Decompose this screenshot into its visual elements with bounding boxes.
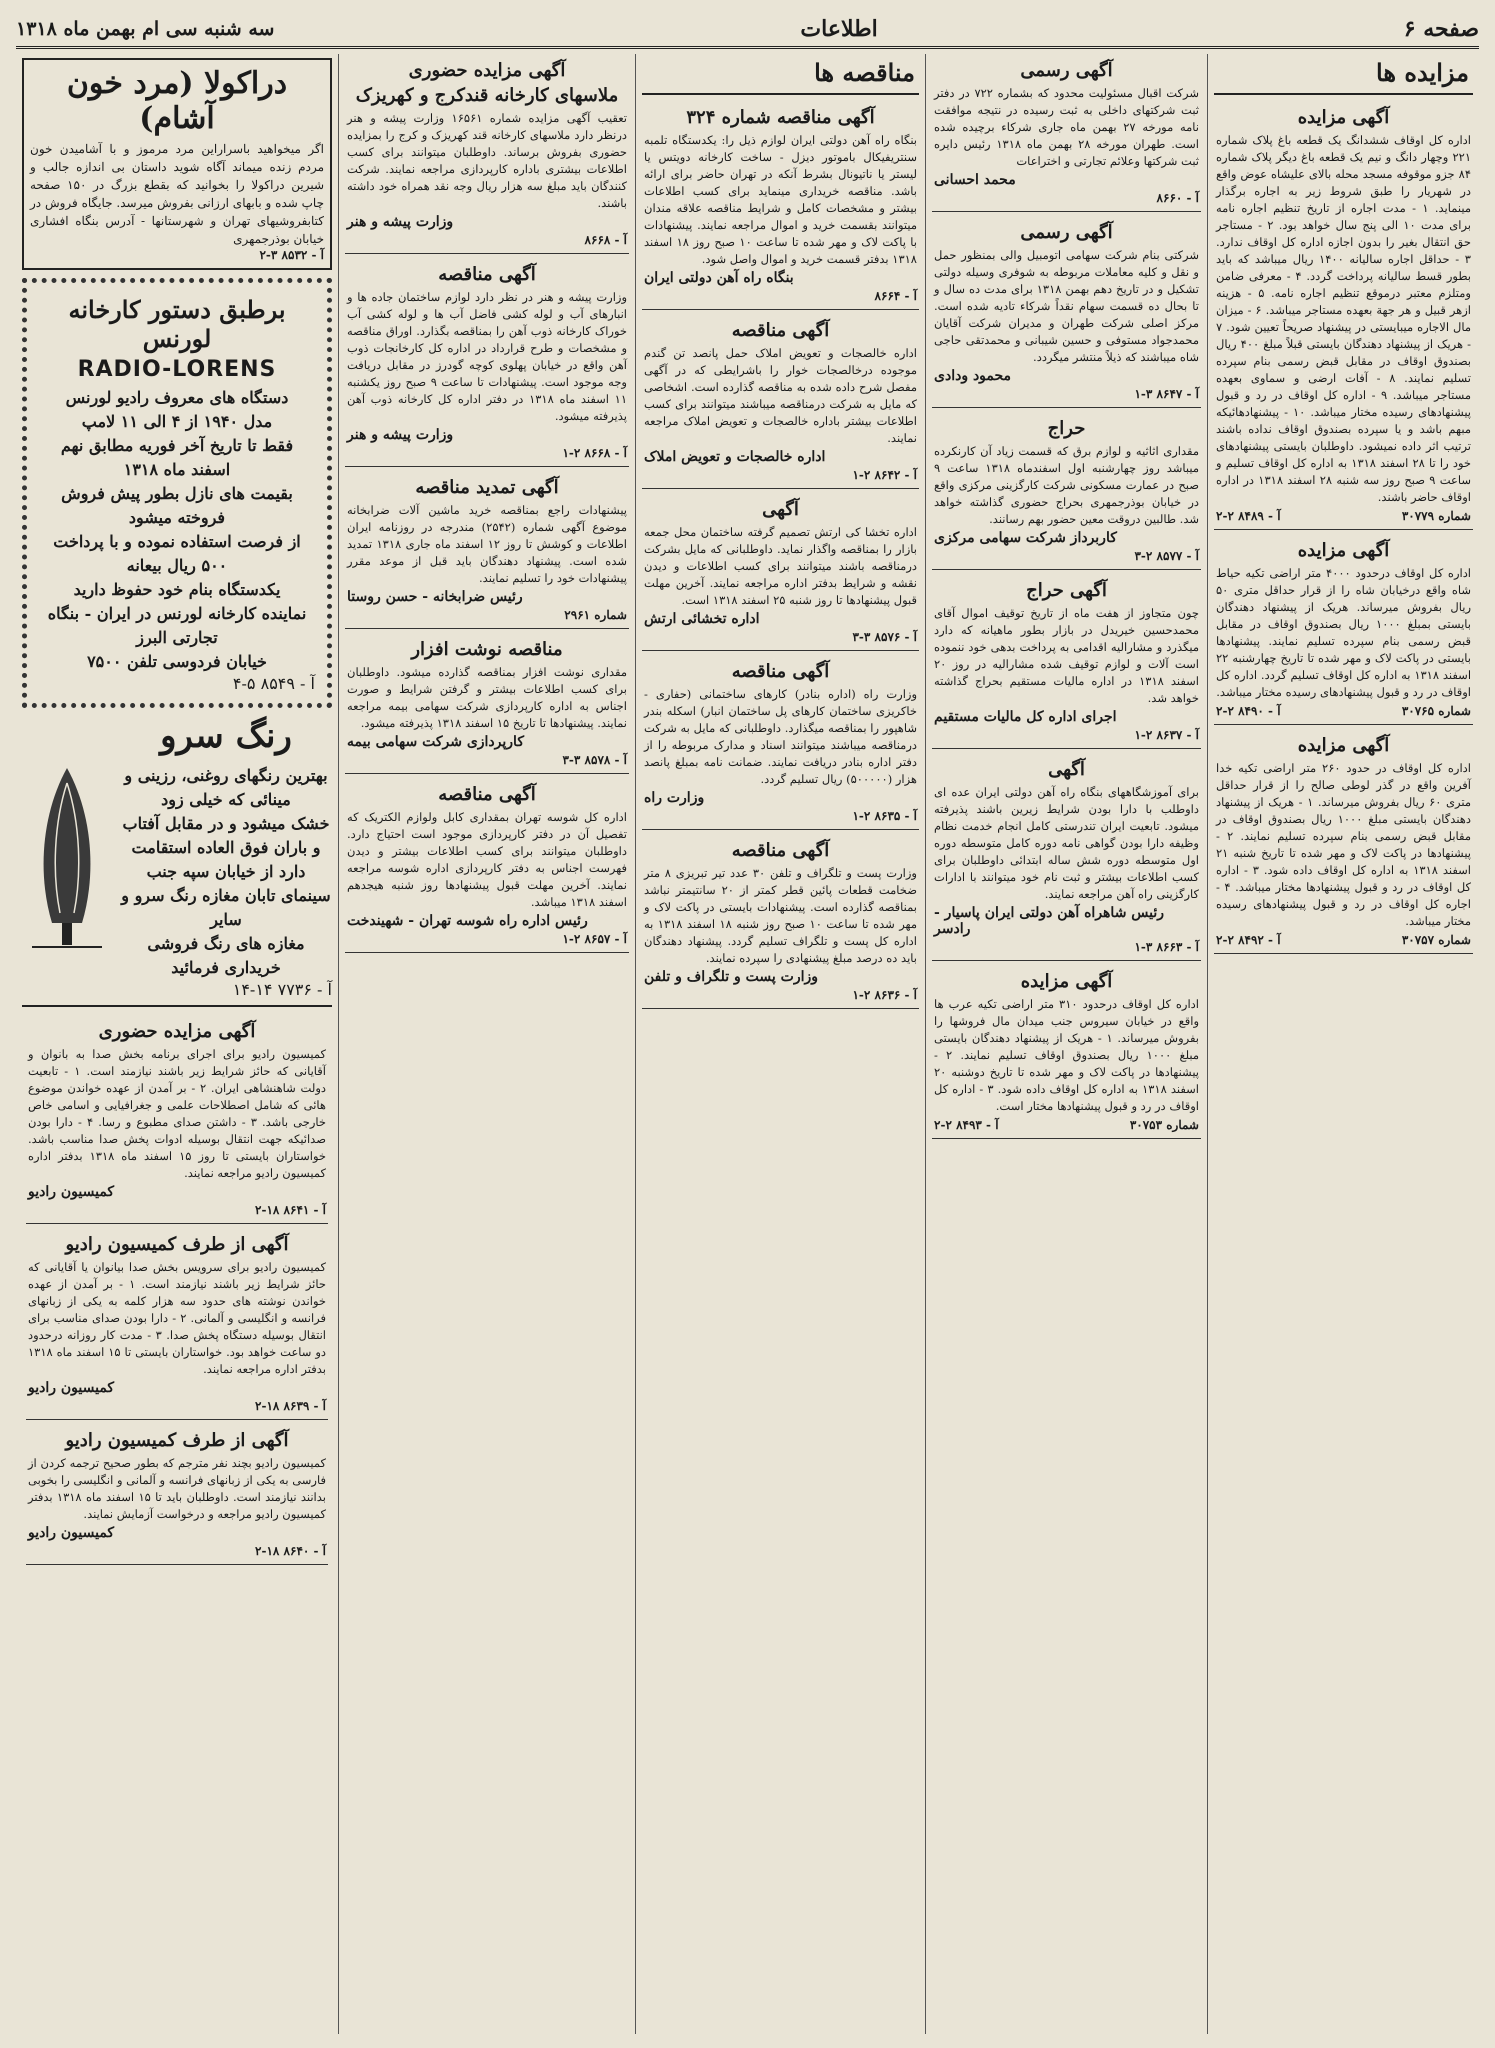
ad-tender-6 bbox=[345, 258, 629, 467]
radio-commission-ads bbox=[22, 1015, 332, 1569]
ad-signature: کاربرداز شرکت سهامی مرکزی bbox=[934, 530, 1117, 546]
ad-ref: آ - ۸۴۹۰ ۲-۲ bbox=[1216, 704, 1281, 718]
ad-radio-3 bbox=[26, 1424, 328, 1565]
radio-line: بقیمت های نازل بطور پیش فروش فروخته میشود bbox=[61, 484, 293, 527]
ad-ref: آ - ۸۶۶۳ ۳-۱ bbox=[1134, 940, 1199, 954]
ad-signature: اداره خالصجات و تعویض املاک bbox=[644, 449, 826, 465]
issue-date: سه شنبه سی ام بهمن ماه ۱۳۱۸ bbox=[16, 18, 275, 40]
ad-stationery-tender bbox=[345, 633, 629, 774]
dracula-title: دراکولا (مرد خون آشام) bbox=[66, 66, 288, 136]
ad-body: کمیسیون رادیو برای سرویس بخش صدا بیانوان یا آقایانی که حائز شرایط زیر باشند نیازمند است. ۱ - بر آمدن از عهده خواندن نوشته های حدود سه هزار کلمه به یکی از زبانهای فرانسه و انگلیسی و آلمانی. ۲ - دارا بودن صدای مناسب برای انتقال بوسیله دستگاه پخش صدا. ۳ - مدت کار روزانه درحدود دو ساعت خواهد بود. خواستاران بایستی تا ۱۵ اسفند ماه ۱۳۱۸ بدفتر اداره مراجعه نمایند. bbox=[28, 1260, 327, 1376]
ad-official-1 bbox=[932, 54, 1201, 212]
ad-body: وزارت پیشه و هنر در نظر دارد لوازم ساختمان جاده ها و انبارهای آب و لوله کشی فاضل آب ها و لوله کشی آب خوراک کارخانه ذوب آهن را بمناقصه بگذارد. اوراق مناقصه و مشخصات و طرح قرارداد در اداره کل کارخانجات ذوب آهن واقع در خیابان پهلوی کوچه گودرز در مقابل دریافت وجه موجود است. پیشنهادات تا ساعت ۹ صبح روز یکشنبه ۱۱ اسفند ماه ۱۳۱۸ در دفتر اداره کل کارخانه ذوب آهن پذیرفته میشود. bbox=[347, 290, 627, 423]
cypress-tree-illustration bbox=[22, 763, 112, 953]
ad-ref: آ - ۷۷۳۶ ۱۴-۱۴ bbox=[232, 980, 332, 999]
ad-body: اداره کل اوقاف در حدود ۲۶۰ متر اراضی تکیه خدا آفرین واقع در گذر لوطی صالح را از قرار حداقل متری ۶۰ ریال بفروش میرساند. ۱ - هریک از پیشنهاد دهندگان بایستی مبلغ ۱۰۰۰ ریال بصندوق اوقاف در مقابل قبض رسمی بنام سپرده تسلیم نمایند. ۲ - پیشنهادها در پاکت لاک و مهر شده تا تاریخ شنبه ۲۱ اسفند ۱۳۱۸ به اداره کل اوقاف داده شود. ۳ - اداره کل اوقاف در رد و قبول پیشنهادها مختار میباشد. ۴ - اجاره کل اوقاف در رد و قبول پیشنهادهای رسیده مختار میباشد. bbox=[1216, 761, 1472, 928]
ad-molasses-auction bbox=[345, 54, 629, 254]
column-display-ads bbox=[16, 54, 338, 2034]
ad-signature: رئیس ضرابخانه - حسن روستا bbox=[347, 589, 523, 605]
ad-ref: آ - ۸۶۴۷ ۳-۱ bbox=[1134, 387, 1199, 401]
ad-signature: وزارت پست و تلگراف و تلفن bbox=[644, 969, 819, 985]
ad-tender-5 bbox=[642, 834, 919, 1009]
ad-signature: کمیسیون رادیو bbox=[28, 1380, 115, 1396]
ad-code: شماره ۳۰۷۷۹ bbox=[1401, 509, 1471, 523]
ad-title: آگهی مزایده bbox=[1297, 735, 1390, 756]
ad-ref: آ - ۸۴۹۳ ۲-۲ bbox=[934, 1118, 999, 1132]
ad-signature: کمیسیون رادیو bbox=[28, 1525, 115, 1541]
ad-signature: رئیس اداره راه شوسه تهران - شهیندخت bbox=[347, 913, 588, 929]
ad-body: پیشنهادات راجع بمناقصه خرید ماشین آلات ضرابخانه موضوع آگهی شماره (۲۵۴۲) مندرجه در روزنامه ایران اطلاعات و کوشش تا روز ۱۲ اسفند ماه جاری ۱۳۱۸ تمدید شده است. پیشنهاد دهندگان باید قبل از موعد مقرر پیشنهادات خود را تسلیم نمایند. bbox=[347, 503, 627, 585]
ad-recruitment bbox=[932, 753, 1201, 961]
column-auctions bbox=[1207, 54, 1479, 2034]
ad-body: کمیسیون رادیو بچند نفر مترجم که بطور صحیح ترجمه کردن از فارسی به یکی از زبانهای فرانسه و آلمانی و انگلیسی را بخوبی بدانند نیازمند است. داوطلبان باید تا ۱۵ اسفند ماه ۱۳۱۸ بدفتر کمیسیون رادیو مراجعه و درخواست آزمایش نمایند. bbox=[28, 1456, 326, 1521]
radio-line: نماینده کارخانه لورنس در ایران - بنگاه تجارتی البرز bbox=[47, 604, 307, 647]
ad-auction-1 bbox=[1214, 101, 1473, 530]
ad-body: اداره تخشا کی ارتش تصمیم گرفته ساختمان محل جمعه بازار را بمناقصه واگذار نماید. داوطلبانی که مایل بشرکت درمناقصه باشند میتوانند برای کسب اطلاعات و دیدن نقشه و شرایط بدفتر اداره مراجعه نمایند. آخرین مهلت قبول پیشنهادها تا روز شنبه ۲۵ اسفند ۱۳۱۸ است. bbox=[644, 525, 917, 607]
ad-ref: آ - ۸۴۹۲ ۲-۲ bbox=[1216, 933, 1281, 947]
ad-signature: اجرای اداره کل مالیات مستقیم bbox=[934, 709, 1117, 725]
ad-ref: آ - ۸۵۳۲ ۳-۲ bbox=[259, 248, 324, 262]
ad-title: آگهی مزایده bbox=[1297, 107, 1390, 128]
paint-line: مغازه های رنگ فروشی خریداری فرمائید bbox=[147, 934, 305, 977]
ad-signature: بنگاه راه آهن دولتی ایران bbox=[644, 270, 794, 286]
radio-line: خیابان فردوسی تلفن ۷۵۰۰ bbox=[87, 652, 267, 671]
radio-line: از فرصت استفاده نموده و با پرداخت ۵۰۰ ریال بیعانه bbox=[53, 532, 301, 575]
column-tenders bbox=[635, 54, 925, 2034]
ad-ref: آ - ۸۶۳۵ ۲-۱ bbox=[852, 809, 917, 823]
ad-signature: کارپردازی شرکت سهامی بیمه bbox=[347, 734, 524, 750]
ad-ref: آ - ۸۶۳۷ ۲-۱ bbox=[1134, 728, 1199, 742]
ad-signature: محمود ودادی bbox=[934, 368, 1012, 384]
ad-signature: کمیسیون رادیو bbox=[28, 1184, 115, 1200]
ad-title: آگهی مناقصه bbox=[438, 264, 536, 285]
ad-ref: آ - ۸۶۳۶ ۲-۱ bbox=[852, 988, 917, 1002]
paint-title: رنگ سرو bbox=[160, 716, 292, 756]
radio-line: فقط تا تاریخ آخر فوریه مطابق نهم اسفند ماه ۱۳۱۸ bbox=[60, 436, 294, 479]
ad-title: آگهی مزایده حضوری bbox=[98, 1021, 256, 1042]
ad-body: کمیسیون رادیو برای اجرای برنامه بخش صدا به بانوان و آقایانی که حائز شرایط زیر باشند نیازمند است. ۱ - تابعیت دولت شاهنشاهی ایران. ۲ - بر آمدن از عهده خواندن موضوع هائی که شامل اصطلاحات علمی و جغرافیایی و اسامی خاص خارجی باشد. ۳ - داشتن صدای مطبوع و رسا. ۴ - دارا بودن صدائیکه جهت انتقال بوسیله ادوات پخش صدا مناسب باشد. خواستاران بایستی تا روز ۱۵ اسفند ماه ۱۳۱۸ بدفتر اداره کمیسیون رادیو مراجعه نمایند. bbox=[28, 1047, 326, 1180]
ad-ref: آ - ۸۶۴۲ ۲-۱ bbox=[852, 468, 917, 482]
ad-ref: آ - ۸۶۶۸ ۲-۱ bbox=[562, 446, 627, 460]
paint-line: دارد از خیابان سپه جنب سینمای تابان مغازه رنگ سرو و سایر bbox=[121, 862, 331, 929]
newspaper-name: اطلاعات bbox=[800, 16, 878, 42]
ad-body: اداره کل شوسه تهران بمقداری کابل ولوازم الکتریک که تفصیل آن در دفتر کارپردازی موجود است احتیاج دارد. داوطلبان میتوانند برای کسب اطلاعات بیشتر و دیدن فهرست اجناس به دفتر کارپردازی اداره شوسه مراجعه نمایند. آخرین مهلت قبول پیشنهادها روز شنبه هیجدهم اسفند ۱۳۱۸ میباشد. bbox=[347, 810, 627, 909]
ad-body: وزارت راه (اداره بنادر) کارهای ساختمانی (حفاری - خاکریزی ساختمان کارهای پل ساختمان انبار) اسکله بندر شاهپور را بمناقصه میگذارد. داوطلبانی که مایل به شرکت درمناقصه میباشند میتوانند اسناد و مدارک مربوطه را از دفتر اداره بنادر دریافت نمایند. ضمانت نامه بمبلغ پانصد هزار (۵۰۰۰۰۰) ریال تسلیم گردد. bbox=[644, 687, 917, 786]
ad-auction-4 bbox=[932, 965, 1201, 1139]
section-title-tenders: مناقصه ها bbox=[642, 54, 919, 95]
ad-ref: آ - ۸۶۴۰ ۱۸-۲ bbox=[255, 1544, 326, 1558]
ad-title: آگهی حراج bbox=[1026, 580, 1107, 601]
ad-title: آگهی از طرف کمیسیون رادیو bbox=[65, 1430, 289, 1451]
ad-body: برای آموزشگاههای بنگاه راه آهن دولتی ایران عده ای داوطلب با دارا بودن شرایط زیرین باشند پذیرفته میشود. تابعیت ایران تندرستی کامل انجام خدمت نظام وظیفه دارا بودن گواهی نامه دوره کامل متوسطه دوره اول متوسطه دوره شش ساله ابتدائی داوطلبان برای کسب اطلاعات بیشتر و ثبت نام خود میتوانند با ادارات کارگزینی راه آهن مراجعه نمایند. bbox=[934, 785, 1199, 901]
radio-line: مدل ۱۹۴۰ از ۴ الی ۱۱ لامپ bbox=[81, 412, 273, 431]
ad-body: مقداری نوشت افزار بمناقصه گذارده میشود. داوطلبان برای کسب اطلاعات بیشتر و گرفتن شرایط و صورت اجناس به اداره کارپردازی شرکت سهامی بیمه مراجعه نمایند. پیشنهادها تا تاریخ ۱۵ اسفند ۱۳۱۸ پذیرفته میشود. bbox=[347, 665, 627, 730]
ad-ref: آ - ۸۵۷۸ ۳-۳ bbox=[562, 753, 627, 767]
ad-title: مناقصه نوشت افزار bbox=[411, 639, 563, 660]
ad-title: آگهی رسمی bbox=[1020, 60, 1113, 81]
ad-sale-1 bbox=[932, 412, 1201, 570]
ad-body: تعقیب آگهی مزایده شماره ۱۶۵۶۱ وزارت پیشه و هنر درنظر دارد ملاسهای کارخانه قند کهریزک و کرج را بمزایده حضوری بفروش برساند. داوطلبان میتوانند برای کسب اطلاعات بیشتری باداره کارپردازی مراجعه نمایند. شرکت کنندگان باید مبلغ سه هزار ریال وجه نقد همراه خود داشته باشند. bbox=[347, 111, 627, 210]
ad-body: اداره کل اوقاف ششدانگ یک قطعه باغ پلاک شماره ۲۲۱ وچهار دانگ و نیم یک قطعه باغ دیگر پلاک شماره ۸۴ جزو موقوفه مسجد محله بالای علیشاه عوض واقع در شهریار را طبق شروط زیر به اجاره برگذار مینماید. ۱ - مدت اجاره از تاریخ تنظیم اجاره نامه برای مدت ۱۰ الی پنج سال خواهد بود. ۲ - مستاجر حق انتقال بغیر را بدون اجازه اداره کل اوقاف ندارد. ۳ - حداقل اجاره سالیانه ۱۴۰۰ ریال میباشد که باید بطور قسط سالیانه پرداخت گردد. ۴ - معرفی ضامن ومتلزم معتبر درموقع تنظیم اجاره نامه. ۵ - هزینه ازهر قبیل و هر جهة بعهده مستاجر میباشد. ۶ - میزان مال الاجاره میبایستی در پیشنهاد صریحاً تعیین شود. ۷ - هریک از پیشنهاد دهندگان بایستی قبلاً مبلغ ۴۰۰ ریال بصندوق اوقاف در مقابل قبض رسمی بنام سپرده تسلیم نمایند. ۸ - آفات ارضی و سماوی بعهده مستاجر میباشد. ۹ - اداره کل اوقاف در رد و قبول پیشنهادهای رسیده مختار میباشد. ۱۰ - پیشنهادهائیکه مبهم باشد و یا سپرده بصندوق اوقاف نداده باشند ترتیب اثر داده نمیشود. داوطلبان بایستی پیشنهادهای خود را تا ۲۸ اسفند ۱۳۱۸ به اداره کل اوقاف تسلیم و ساعت ۹ صبح روز سه شنبه ۲۸ اسفند ۱۳۱۸ در اداره اوقاف حاضر باشند. bbox=[1216, 133, 1472, 504]
ad-title: آگهی رسمی bbox=[1020, 222, 1113, 243]
ad-signature: اداره تخشائی ارتش bbox=[644, 611, 760, 627]
ad-body: شرکتی بنام شرکت سهامی اتومبیل والی بمنظور حمل و نقل و کلیه معاملات مربوطه به شوفری وسیله دولتی تشکیل و در تاریخ دهم بهمن ۱۳۱۸ برای مدت ده سال و تا بحال ده قسمت سهام نقداً شرکاء تادیه شده است. مرکز اصلی شرکت طهران و مدیران شرکت آقایان محمدجواد مستوفی و حسین شیبانی و محمدتقی حاجی شاه میباشند که ذیلاً منتشر میگردد. bbox=[934, 248, 1199, 364]
ad-ref: آ - ۸۵۷۷ ۲-۳ bbox=[1134, 549, 1199, 563]
ad-title: آگهی مناقصه bbox=[731, 840, 830, 861]
sarv-paint-ad bbox=[22, 716, 332, 1007]
paint-line: بهترین رنگهای روغنی، رزینی و مینائی که خیلی زود bbox=[124, 766, 328, 809]
ad-title: آگهی bbox=[1048, 759, 1085, 780]
ad-signature: وزارت راه bbox=[644, 790, 705, 806]
ad-body: اداره خالصجات و تعویض املاک حمل پانصد تن گندم موجوده درخالصجات خوار را باشرایطی که در آگهی مفصل شرح داده شده به مناقصه گذارده است. اشخاصی که مایل به شرکت درمناقصه میباشند میتوانند برای کسب اطلاعات بیشتر باداره خالصجات و تعویض املاک مراجعه نمایند. bbox=[644, 346, 917, 445]
radio-lorens-ad bbox=[22, 278, 332, 708]
ad-signature: محمد احسانی bbox=[934, 172, 1016, 188]
ad-radio-1 bbox=[26, 1015, 328, 1224]
ad-body: وزارت پست و تلگراف و تلفن ۳۰ عدد تیر تبریزی ۸ متر ضخامت قطعات پائین قطر کمتر از ۲۰ سانتیمتر نباشد بمناقصه گذارده است. پیشنهادات بایستی در پاکت لاک و مهر شده تا ساعت ۱۰ صبح روز شنبه ۱۸ اسفند ۱۳۱۸ به اداره کل پست و تلگراف تسلیم گردد. پیشنهاد دهندگان باید ده درصد مبلغ پیشنهادی را سپرده نمایند. bbox=[644, 866, 917, 965]
ad-ref: آ - ۸۶۳۹ ۱۸-۲ bbox=[255, 1399, 326, 1413]
ad-sale-2 bbox=[932, 574, 1201, 749]
ad-title: آگهی مناقصه bbox=[731, 320, 830, 341]
ad-auction-2 bbox=[1214, 534, 1473, 725]
ad-tender-extension bbox=[345, 471, 629, 629]
ad-tender-7 bbox=[345, 778, 629, 953]
ad-body: اداره کل اوقاف درحدود ۴۰۰۰ متر اراضی تکیه حیاط شاه واقع درخیابان شاه را از قرار حداقل متری ۵۰ ریال بفروش میرساند. هریک از پیشنهاد دهندگان بایستی بمبلغ ۱۰۰۰ ریال بصندوق اوقاف در مقابل قبض رسمی بنام سپرده تسلیم نمایند. پیشنهادها بایستی در پاکت لاک و مهر شده تا تاریخ چهارشنبه ۲۲ اسفند ۱۳۱۸ به اداره کل اوقاف تسلیم گردد. اداره کل اوقاف در رد و قبول پیشنهادهای رسیده مختار میباشد. bbox=[1216, 566, 1472, 699]
ad-tender-4 bbox=[642, 655, 919, 830]
ad-title: آگهی تمدید مناقصه bbox=[415, 477, 559, 498]
ad-body: مقداری اثاثیه و لوازم برق که قسمت زیاد آن کارنکرده میباشد روز چهارشنبه اول اسفندماه ۱۳۱۸ ساعت ۹ صبح در عمارت مسکونی شرکت کارگزینی مرکزی واقع در خیابان بوذرجمهری بحراج حضوری گذاشته خواهد شد. طالبین دروقت معین حضور بهم رسانند. bbox=[934, 444, 1200, 526]
radio-ad-title: برطبق دستور کارخانه لورنس bbox=[68, 295, 286, 353]
ad-signature: رئیس شاهراه آهن دولتی ایران پاسیار - رادسر bbox=[934, 905, 1165, 937]
ad-ref: شماره ۲۹۶۱ bbox=[564, 608, 627, 622]
ad-title: حراج bbox=[1047, 418, 1086, 439]
ad-ref: آ - ۸۶۴۱ ۱۸-۲ bbox=[255, 1203, 326, 1217]
ad-code: شماره ۳۰۷۶۵ bbox=[1401, 704, 1471, 718]
ad-tender-3 bbox=[642, 493, 919, 651]
ad-body: چون متجاوز از هفت ماه از تاریخ توقیف اموال آقای محمدحسین خیریدل در بازار بطور ماهیانه که دارد میگذرد و مشارالیه اقدامی به پرداخت بدهی خود ننموده است آلات و لوازم توقیف شده مشارالیه در روز ۲۰ اسفند ۱۳۱۸ در اداره مالیات مستقیم بحراج گذاشته خواهد شد. bbox=[934, 606, 1199, 705]
ad-signature: وزارت پیشه و هنر bbox=[347, 427, 454, 443]
radio-line: دستگاه های معروف رادیو لورنس bbox=[65, 388, 289, 407]
ad-ref: آ - ۸۵۴۹ ۵-۴ bbox=[232, 674, 315, 693]
ad-subtitle: ملاسهای کارخانه قندکرج و کهریزک bbox=[355, 85, 619, 106]
column-tenders-2 bbox=[338, 54, 635, 2034]
ad-title: آگهی مزایده حضوری bbox=[408, 60, 566, 81]
ad-title: آگهی مناقصه شماره ۳۲۴ bbox=[686, 107, 875, 128]
ad-title: آگهی bbox=[762, 499, 799, 520]
ad-auction-3 bbox=[1214, 729, 1473, 954]
ad-ref: آ - ۸۵۷۶ ۳-۳ bbox=[852, 630, 917, 644]
ad-ref: آ - ۸۶۶۴ bbox=[874, 289, 917, 303]
ad-body: بنگاه راه آهن دولتی ایران لوازم ذیل را: یکدستگاه تلمبه سنتریفیکال باموتور دیزل - ساخت کارخانه دویتس یا لیستر یا ناتیونال بشرط آنکه در تهران حاضر برای ارائه باشد. مناقصه خریداری مینماید برای کسب اطلاعات بیشتر و مشخصات کامل و شرایط مناقصه علاقه مندان میتوانند بقسمت خرید و اموال مراجعه نمایند. پیشنهادات با پاکت لاک و مهر شده تا ساعت ۱۰ صبح روز ۱۸ اسفند ۱۳۱۸ بدفتر قسمت خرید و اموال واصل شود. bbox=[644, 133, 918, 266]
dracula-book-ad bbox=[22, 58, 332, 270]
ad-signature: وزارت پیشه و هنر bbox=[347, 214, 454, 230]
masthead bbox=[16, 12, 1479, 49]
radio-brand: RADIO-LORENS bbox=[77, 357, 277, 382]
ad-code: شماره ۳۰۷۵۷ bbox=[1401, 933, 1471, 947]
column-official-notices bbox=[925, 54, 1207, 2034]
ad-ref: آ - ۸۴۸۹ ۲-۲ bbox=[1216, 509, 1281, 523]
ad-title: آگهی مزایده bbox=[1020, 971, 1113, 992]
dracula-body: اگر میخواهید باسراراین مرد مرموز و با آشامیدن خون مردم زنده میماند آگاه شوید داستان بی اندازه جالب و شیرین دراکولا را بخوانید که بقطع بزرگ در ۱۵۰ صفحه چاپ شده و بابهای ارزانی بفروش میرسد. جایگاه فروش در کتابفروشیهای تهران و شهرستانها - آدرس بنگاه افشاری خیابان بوذرجمهری bbox=[30, 142, 324, 246]
section-title-auctions: مزایده ها bbox=[1214, 54, 1473, 95]
ad-title: آگهی از طرف کمیسیون رادیو bbox=[65, 1234, 289, 1255]
ad-title: آگهی مزایده bbox=[1297, 540, 1390, 561]
ad-title: آگهی مناقصه bbox=[438, 784, 536, 805]
radio-line: یکدستگاه بنام خود حفوظ دارید bbox=[73, 580, 281, 599]
ad-body: اداره کل اوقاف درحدود ۳۱۰ متر اراضی تکیه عرب ها واقع در خیابان سیروس جنب میدان مال فروشها را بفروش میرساند. ۱ - هریک از پیشنهاد دهندگان بایستی مبلغ ۱۰۰۰ ریال بصندوق اوقاف تسلیم نمایند. ۲ - پیشنهادها در پاکت لاک و مهر شده تا تاریخ دوشنبه ۲۰ اسفند ۱۳۱۸ به اداره کل اوقاف داده شود. ۳ - اداره کل اوقاف در رد و قبول پیشنهادها مختار است. bbox=[934, 997, 1200, 1113]
ad-body: شرکت اقبال مسئولیت محدود که بشماره ۷۲۲ در دفتر ثبت شرکتهای داخلی به ثبت رسیده در نتیجه موافقت نامه مورخه ۲۷ بهمن ماه جاری شرکاء برچیده شده است. طهران مورخه ۲۸ بهمن ماه ۱۳۱۸ رئیس دایره ثبت شرکتها وعلائم تجارتی و اختراعات bbox=[934, 86, 1199, 168]
ad-ref: آ - ۸۶۶۰ bbox=[1156, 191, 1199, 205]
page-number: صفحه ۶ bbox=[1403, 16, 1479, 42]
ad-ref: آ - ۸۶۶۸ bbox=[584, 233, 627, 247]
ad-ref: آ - ۸۶۵۷ ۲-۱ bbox=[562, 932, 627, 946]
ad-title: آگهی مناقصه bbox=[731, 661, 830, 682]
ad-code: شماره ۳۰۷۵۳ bbox=[1129, 1118, 1199, 1132]
ad-tender-2 bbox=[642, 314, 919, 489]
ad-tender-1 bbox=[642, 101, 919, 310]
ad-official-2 bbox=[932, 216, 1201, 408]
paint-line: خشک میشود و در مقابل آفتاب و باران فوق العاده استقامت bbox=[122, 814, 330, 857]
ad-radio-2 bbox=[26, 1228, 328, 1420]
